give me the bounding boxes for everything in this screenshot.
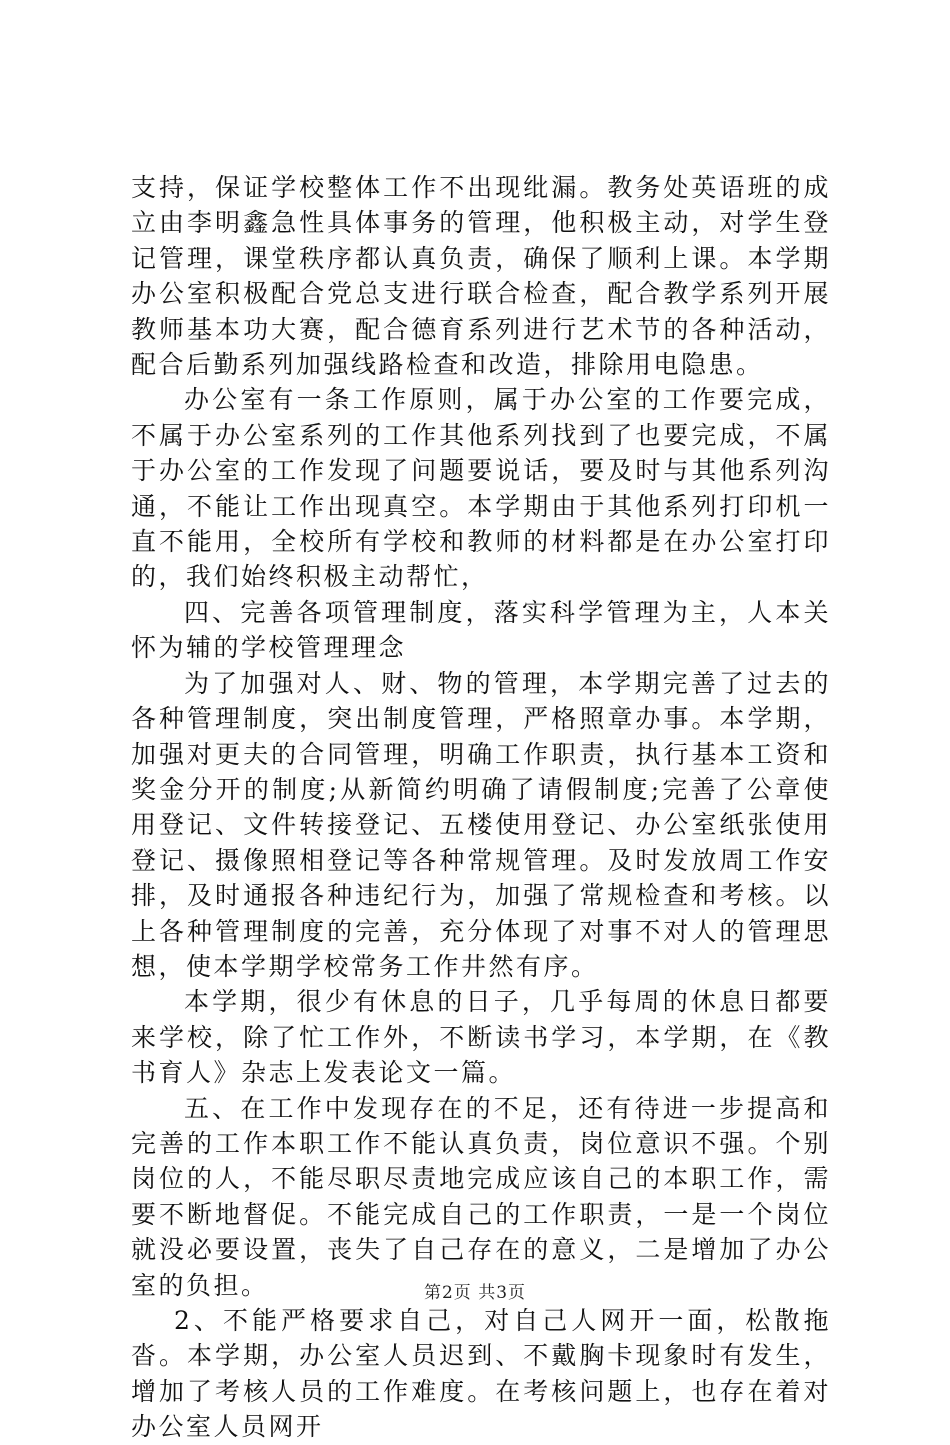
paragraph-management-system: 为了加强对人、财、物的管理，本学期完善了过去的各种管理制度，突出制度管理，严格照章办事。本学期，加强对更夫的合同管理，明确工作职责，执行基本工资和奖金分开的制度;从新简约明确了请假制度;完善了公章使用登记、文件转接登记、五楼使用登记、办公室纸张使用登记、摄像照相登记等各种常规管理。及时发放周工作安排，及时通报各种违纪行为，加强了常规检查和考核。以上各种管理制度的完善，充分体现了对事不对人的管理思想，使本学期学校常务工作井然有序。 [131, 668, 831, 981]
section-heading-five: 五、在工作中发现存在的不足，还有待进一步提高和完善的工作本职工作不能认真负责，岗位意识不强。个别岗位的人，不能尽职尽责地完成应该自己的本职工作，需要不断地督促。不能完成自己的工作职责，一是一个岗位就没必要设置，丧失了自己存在的意义，二是增加了办公室的负担。 [131, 1093, 831, 1300]
paragraph-item-two: 2、不能严格要求自己，对自己人网开一面，松散拖沓。本学期，办公室人员迟到、不戴胸卡现象时有发生，增加了考核人员的工作难度。在考核问题上，也存在着对办公室人员网开 [131, 1306, 831, 1442]
page-footer: 第2页 共3页 [423, 1283, 527, 1303]
paragraph-continuation: 支持，保证学校整体工作不出现纰漏。教务处英语班的成立由李明鑫急性具体事务的管理，他积极主动，对学生登记管理，课堂秩序都认真负责，确保了顺利上课。本学期办公室积极配合党总支进行联合检查，配合教学系列开展教师基本功大赛，配合德育系列进行艺术节的各种活动，配合后勤系列加强线路检查和改造，排除用电隐患。 [131, 173, 831, 380]
paragraph-office-principle: 办公室有一条工作原则，属于办公室的工作要完成，不属于办公室系列的工作其他系列找到了也要完成，不属于办公室的工作发现了问题要说话，要及时与其他系列沟通，不能让工作出现真空。本学期由于其他系列打印机一直不能用，全校所有学校和教师的材料都是在办公室打印的，我们始终积极主动帮忙， [131, 385, 831, 592]
paragraph-personal-study: 本学期，很少有休息的日子，几乎每周的休息日都要来学校，除了忙工作外，不断读书学习，本学期，在《教书育人》杂志上发表论文一篇。 [131, 987, 831, 1088]
section-heading-four: 四、完善各项管理制度，落实科学管理为主，人本关怀为辅的学校管理理念 [131, 597, 831, 663]
document-body [131, 170, 831, 1445]
